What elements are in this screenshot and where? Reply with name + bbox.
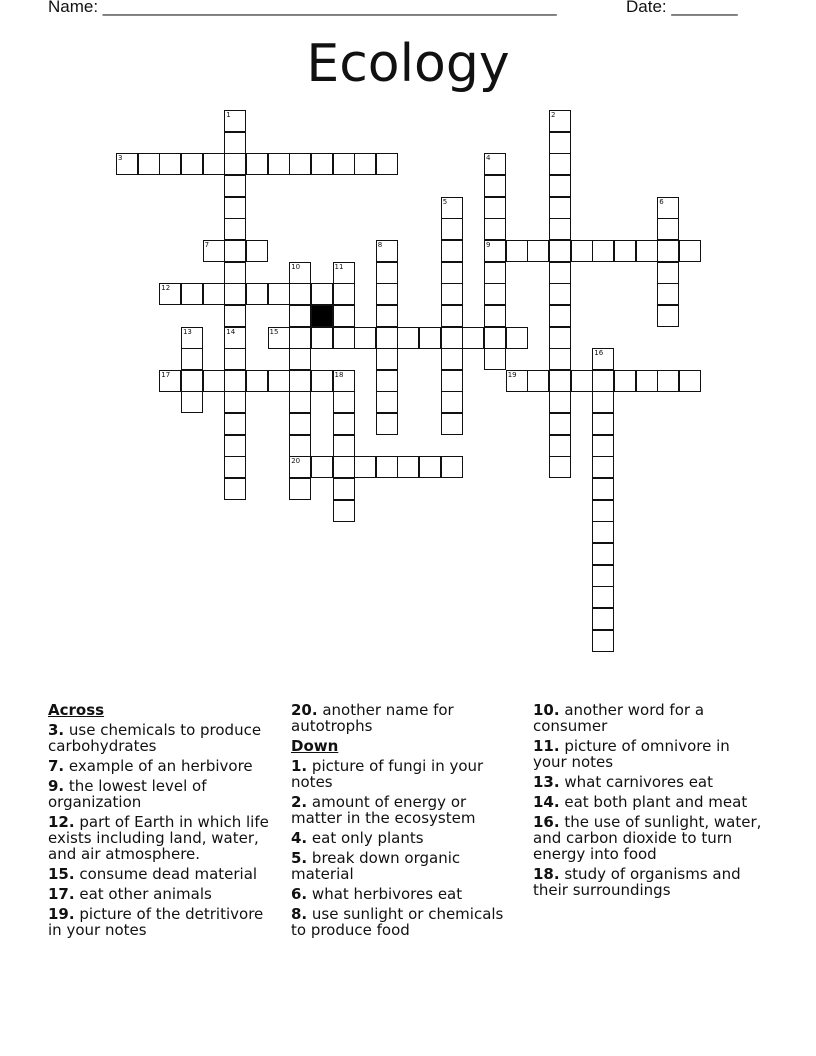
- clue-number: 5: [442, 197, 448, 206]
- grid-cell[interactable]: [592, 630, 614, 652]
- clue-number: 13: [182, 327, 192, 336]
- grid-cell[interactable]: [224, 435, 246, 457]
- grid-cell[interactable]: [181, 283, 203, 305]
- grid-cell[interactable]: [289, 348, 311, 370]
- grid-cell[interactable]: [592, 543, 614, 565]
- clue-number: 16: [594, 349, 604, 358]
- grid-cell[interactable]: [549, 327, 571, 349]
- grid-cell[interactable]: [419, 456, 441, 478]
- clue-number: 7: [204, 240, 210, 249]
- grid-cell[interactable]: [571, 240, 593, 262]
- grid-cell[interactable]: [484, 218, 506, 240]
- grid-cell[interactable]: [376, 240, 398, 262]
- grid-cell[interactable]: [376, 305, 398, 327]
- grid-cell[interactable]: [333, 456, 355, 478]
- grid-cell[interactable]: [484, 240, 506, 262]
- grid-cell[interactable]: [506, 370, 528, 392]
- grid-cell[interactable]: [333, 500, 355, 522]
- grid-cell[interactable]: [224, 456, 246, 478]
- grid-cell[interactable]: [246, 283, 268, 305]
- grid-cell[interactable]: [657, 305, 679, 327]
- grid-cell[interactable]: [614, 370, 636, 392]
- grid-cell[interactable]: [592, 413, 614, 435]
- clue-number: 19: [507, 370, 517, 379]
- grid-cell[interactable]: [484, 327, 506, 349]
- grid-cell[interactable]: [159, 283, 181, 305]
- grid-cell[interactable]: [549, 305, 571, 327]
- grid-cell[interactable]: [592, 478, 614, 500]
- grid-cell[interactable]: [376, 327, 398, 349]
- grid-cell[interactable]: [224, 197, 246, 219]
- grid-cell[interactable]: [441, 391, 463, 413]
- grid-cell[interactable]: [289, 456, 311, 478]
- grid-cell[interactable]: [181, 348, 203, 370]
- clue-down-2: 2. amount of energy or matter in the ecosystem: [291, 793, 476, 827]
- grid-cell[interactable]: [549, 262, 571, 284]
- grid-cell[interactable]: [506, 327, 528, 349]
- clue-number: 4: [486, 154, 491, 163]
- name-field[interactable]: Name: ________________________________________________: [48, 0, 557, 16]
- clue-number: 14: [226, 327, 236, 336]
- grid-cell[interactable]: [636, 370, 658, 392]
- grid-cell[interactable]: [592, 608, 614, 630]
- grid-cell[interactable]: [268, 153, 290, 175]
- grid-cell[interactable]: [549, 175, 571, 197]
- grid-cell[interactable]: [636, 240, 658, 262]
- clue-number: 6: [659, 197, 664, 206]
- clue-number: 15: [269, 327, 279, 336]
- clue-number: 20: [291, 457, 301, 466]
- grid-cell[interactable]: [246, 153, 268, 175]
- clue-number: 2: [551, 111, 556, 119]
- clue-down-14: 14. eat both plant and meat: [533, 793, 748, 811]
- clue-across-12: 12. part of Earth in which life exists including land, water, and air atmosphere.: [48, 813, 269, 863]
- grid-cell[interactable]: [484, 197, 506, 219]
- grid-cell[interactable]: [592, 435, 614, 457]
- grid-cell[interactable]: [289, 370, 311, 392]
- grid-cell[interactable]: [376, 262, 398, 284]
- grid-cell[interactable]: [441, 218, 463, 240]
- clue-across-20: 20. another name for autotrophs: [291, 701, 454, 735]
- grid-cell[interactable]: [441, 327, 463, 349]
- grid-cell[interactable]: [419, 327, 441, 349]
- grid-cell[interactable]: [462, 327, 484, 349]
- grid-cell[interactable]: [441, 348, 463, 370]
- grid-cell[interactable]: [397, 456, 419, 478]
- grid-cell[interactable]: [224, 478, 246, 500]
- clue-down-16: 16. the use of sunlight, water, and carbon dioxide to turn energy into food: [533, 813, 762, 863]
- grid-cell[interactable]: [376, 391, 398, 413]
- grid-cell[interactable]: [311, 456, 333, 478]
- grid-cell[interactable]: [506, 240, 528, 262]
- grid-cell[interactable]: [268, 370, 290, 392]
- grid-cell[interactable]: [181, 370, 203, 392]
- grid-cell[interactable]: [549, 348, 571, 370]
- grid-cell[interactable]: [333, 391, 355, 413]
- clue-across-19: 19. picture of the detritivore in your notes: [48, 905, 264, 939]
- grid-cell[interactable]: [354, 153, 376, 175]
- page-title: Ecology: [306, 34, 510, 94]
- clue-number: 3: [118, 154, 123, 163]
- grid-cell[interactable]: [311, 370, 333, 392]
- grid-cell[interactable]: [224, 348, 246, 370]
- grid-cell[interactable]: [289, 327, 311, 349]
- grid-cell[interactable]: [679, 240, 701, 262]
- grid-cell[interactable]: [203, 283, 225, 305]
- clue-number: 12: [161, 284, 171, 293]
- grid-cell[interactable]: [679, 370, 701, 392]
- grid-cell[interactable]: [333, 262, 355, 284]
- grid-cell[interactable]: [549, 153, 571, 175]
- grid-cell[interactable]: [592, 586, 614, 608]
- grid-cell[interactable]: [549, 110, 571, 132]
- clue-across-3: 3. use chemicals to produce carbohydrates: [48, 721, 262, 755]
- grid-cell[interactable]: [484, 348, 506, 370]
- grid-cell[interactable]: [354, 456, 376, 478]
- grid-cell[interactable]: [289, 391, 311, 413]
- grid-cell[interactable]: [549, 413, 571, 435]
- clue-across-7: 7. example of an herbivore: [48, 757, 253, 775]
- grid-cell[interactable]: [484, 283, 506, 305]
- grid-cell[interactable]: [203, 370, 225, 392]
- grid-cell[interactable]: [224, 240, 246, 262]
- grid-cell[interactable]: [376, 413, 398, 435]
- grid-cell[interactable]: [484, 153, 506, 175]
- down-heading: Down: [291, 737, 339, 755]
- grid-cell[interactable]: [376, 348, 398, 370]
- clue-down-13: 13. what carnivores eat: [533, 773, 713, 791]
- grid-cell[interactable]: [159, 153, 181, 175]
- clue-number: 11: [334, 262, 344, 271]
- grid-cell[interactable]: [441, 197, 463, 219]
- grid-cell[interactable]: [571, 370, 593, 392]
- grid-cell[interactable]: [657, 262, 679, 284]
- grid-cell[interactable]: [549, 240, 571, 262]
- grid-cell[interactable]: [289, 478, 311, 500]
- grid-cell[interactable]: [224, 391, 246, 413]
- grid-cell[interactable]: [333, 153, 355, 175]
- grid-cell[interactable]: [376, 456, 398, 478]
- grid-cell[interactable]: [311, 153, 333, 175]
- grid-cell[interactable]: [138, 153, 160, 175]
- grid-cell[interactable]: [592, 391, 614, 413]
- grid-cell[interactable]: [289, 435, 311, 457]
- grid-cell[interactable]: [224, 370, 246, 392]
- grid-cell[interactable]: [224, 218, 246, 240]
- grid-cell[interactable]: [592, 565, 614, 587]
- grid-cell[interactable]: [224, 110, 246, 132]
- grid-cell[interactable]: [333, 370, 355, 392]
- grid-cell[interactable]: [549, 391, 571, 413]
- clue-number: 18: [334, 370, 344, 379]
- grid-cell[interactable]: [333, 327, 355, 349]
- grid-cell[interactable]: [224, 327, 246, 349]
- grid-cell[interactable]: [549, 218, 571, 240]
- grid-cell[interactable]: [159, 370, 181, 392]
- grid-cell[interactable]: [333, 283, 355, 305]
- grid-cell[interactable]: [592, 500, 614, 522]
- grid-cell[interactable]: [333, 413, 355, 435]
- clue-number: 9: [486, 240, 491, 249]
- clue-down-5: 5. break down organic material: [291, 849, 461, 883]
- grid-cell[interactable]: [376, 153, 398, 175]
- grid-cell[interactable]: [441, 240, 463, 262]
- grid-cell[interactable]: [484, 305, 506, 327]
- grid-cell[interactable]: [549, 435, 571, 457]
- grid-cell[interactable]: [289, 153, 311, 175]
- grid-cell[interactable]: [224, 283, 246, 305]
- across-heading: Across: [48, 701, 105, 719]
- grid-cell[interactable]: [549, 456, 571, 478]
- grid-cell[interactable]: [333, 478, 355, 500]
- grid-cell[interactable]: [657, 370, 679, 392]
- grid-cell[interactable]: [397, 327, 419, 349]
- grid-cell[interactable]: [484, 262, 506, 284]
- grid-cell[interactable]: [203, 153, 225, 175]
- grid-cell[interactable]: [181, 327, 203, 349]
- blocked-cell: [311, 305, 333, 327]
- grid-cell[interactable]: [376, 370, 398, 392]
- grid-cell[interactable]: [441, 262, 463, 284]
- grid-cell[interactable]: [333, 435, 355, 457]
- grid-cell[interactable]: [246, 240, 268, 262]
- grid-cell[interactable]: [657, 240, 679, 262]
- date-field[interactable]: Date: _______: [626, 0, 738, 16]
- grid-cell[interactable]: [592, 456, 614, 478]
- grid-cell[interactable]: [441, 305, 463, 327]
- grid-cell[interactable]: [289, 262, 311, 284]
- grid-cell[interactable]: [224, 413, 246, 435]
- grid-cell[interactable]: [289, 283, 311, 305]
- grid-cell[interactable]: [203, 240, 225, 262]
- clue-down-1: 1. picture of fungi in your notes: [291, 757, 484, 791]
- clue-down-4: 4. eat only plants: [291, 829, 424, 847]
- grid-cell[interactable]: [527, 370, 549, 392]
- grid-cell[interactable]: [592, 521, 614, 543]
- clue-number: 17: [161, 370, 171, 379]
- grid-cell[interactable]: [549, 132, 571, 154]
- grid-cell[interactable]: [311, 327, 333, 349]
- grid-cell[interactable]: [527, 240, 549, 262]
- grid-cell[interactable]: [181, 391, 203, 413]
- clue-down-6: 6. what herbivores eat: [291, 885, 463, 903]
- grid-cell[interactable]: [549, 197, 571, 219]
- grid-cell[interactable]: [592, 370, 614, 392]
- clue-down-18: 18. study of organisms and their surroundings: [533, 865, 741, 899]
- grid-cell[interactable]: [354, 327, 376, 349]
- clue-number: 10: [291, 262, 301, 271]
- grid-cell[interactable]: [246, 370, 268, 392]
- grid-cell[interactable]: [614, 240, 636, 262]
- grid-cell[interactable]: [549, 370, 571, 392]
- grid-cell[interactable]: [592, 348, 614, 370]
- clue-column-1: [48, 702, 278, 942]
- grid-cell[interactable]: [224, 305, 246, 327]
- grid-cell[interactable]: [224, 153, 246, 175]
- grid-cell[interactable]: [657, 197, 679, 219]
- grid-cell[interactable]: [224, 175, 246, 197]
- grid-cell[interactable]: [224, 262, 246, 284]
- clue-down-8: 8. use sunlight or chemicals to produce food: [291, 905, 504, 939]
- clue-across-17: 17. eat other animals: [48, 885, 212, 903]
- grid-cell[interactable]: [289, 305, 311, 327]
- grid-cell[interactable]: [441, 413, 463, 435]
- clue-number: 8: [377, 240, 383, 249]
- grid-cell[interactable]: [441, 456, 463, 478]
- grid-cell[interactable]: [441, 370, 463, 392]
- clue-down-11: 11. picture of omnivore in your notes: [533, 737, 730, 771]
- grid-cell[interactable]: [484, 175, 506, 197]
- grid-cell[interactable]: [289, 413, 311, 435]
- grid-cell[interactable]: [333, 305, 355, 327]
- grid-cell[interactable]: [311, 283, 333, 305]
- grid-cell[interactable]: [181, 153, 203, 175]
- clue-number: 1: [226, 111, 231, 119]
- grid-cell[interactable]: [224, 132, 246, 154]
- grid-cell[interactable]: [376, 283, 398, 305]
- grid-cell[interactable]: [441, 283, 463, 305]
- clue-across-9: 9. the lowest level of organization: [48, 777, 207, 811]
- grid-cell[interactable]: [116, 153, 138, 175]
- grid-cell[interactable]: [268, 327, 290, 349]
- grid-cell[interactable]: [592, 240, 614, 262]
- clue-down-10: 10. another word for a consumer: [533, 701, 705, 735]
- clue-across-15: 15. consume dead material: [48, 865, 258, 883]
- clue-column-3: [533, 702, 763, 902]
- grid-cell[interactable]: [657, 283, 679, 305]
- grid-cell[interactable]: [657, 218, 679, 240]
- grid-cell[interactable]: [268, 283, 290, 305]
- grid-cell[interactable]: [549, 283, 571, 305]
- clue-column-2: [291, 702, 521, 942]
